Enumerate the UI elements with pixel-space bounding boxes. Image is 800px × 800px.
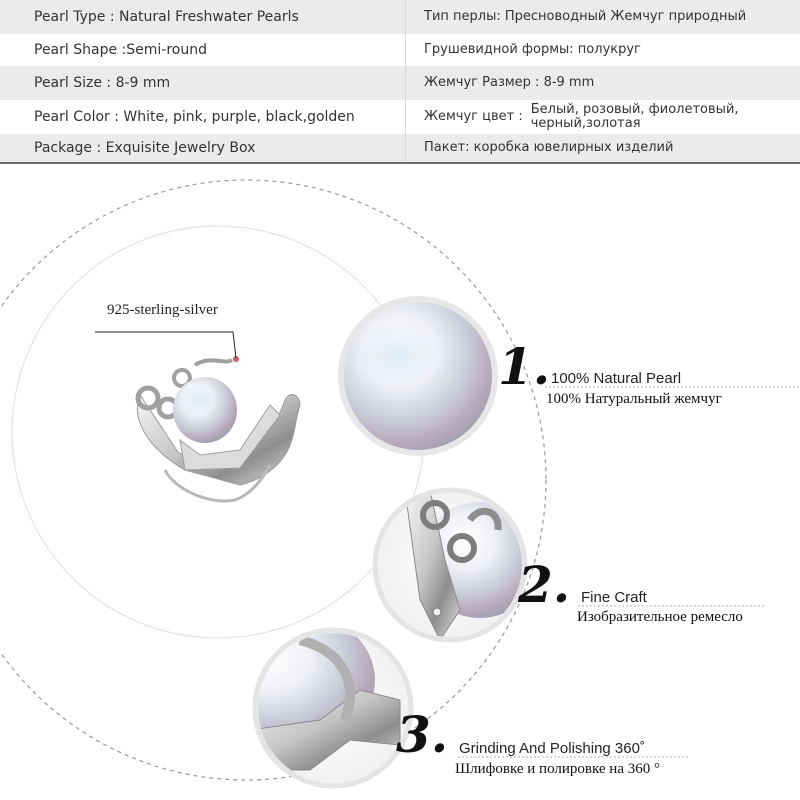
spec-color-ru-line2: черный,золотая (530, 116, 641, 131)
callout-line (95, 332, 236, 358)
spec-shape-ru: Грушевидной формы: полукруг (405, 34, 800, 66)
feature-3-number: 3. (396, 705, 449, 764)
spec-row-package (0, 134, 800, 162)
feature-1-ru: 100% Натуральный жемчуг (546, 391, 722, 407)
feature-3-ru: Шлифовке и полировке на 360 ° (455, 761, 660, 777)
spec-row-shape (0, 34, 800, 66)
spec-shape-en: Pearl Shape :Semi-round (34, 42, 207, 58)
spec-color-ru (405, 100, 800, 134)
feature-1-sheen (358, 325, 438, 385)
spec-row-color (0, 100, 800, 134)
spec-color-ru-label: Жемчуг цвет : (424, 109, 523, 124)
spec-color-ru-line1: Белый, розовый, фиолетовый, (530, 102, 739, 117)
spec-package-ru: Пакет: коробка ювелирных изделий (405, 134, 800, 162)
spec-package-en: Package : Exquisite Jewelry Box (34, 140, 256, 156)
spec-type-en: Pearl Type : Natural Freshwater Pearls (34, 9, 299, 25)
spec-color-ru-values (531, 103, 739, 131)
spec-size-en: Pearl Size : 8-9 mm (34, 75, 171, 91)
feature-2-detail (375, 490, 540, 640)
spec-size-ru: Жемчуг Размер : 8-9 mm (405, 66, 800, 100)
spec-row-type (0, 0, 800, 34)
spec-row-size (0, 66, 800, 100)
feature-3-detail (205, 610, 411, 786)
feature-3-en: Grinding And Polishing 360˚ (459, 740, 645, 757)
feature-1-number: 1. (498, 337, 551, 396)
callout-label: 925-sterling-silver (107, 302, 218, 318)
feature-2-ru: Изобразительное ремесло (577, 609, 743, 625)
feature-2-en: Fine Craft (581, 589, 647, 606)
spec-type-ru: Тип перлы: Пресноводный Жемчуг природный (405, 0, 800, 34)
spec-color-en: Pearl Color : White, pink, purple, black,golden (34, 109, 355, 125)
spec-table (0, 0, 800, 162)
feature-1-en: 100% Natural Pearl (551, 370, 682, 387)
feature-2-number: 2. (518, 555, 571, 614)
ring-product (137, 356, 300, 501)
